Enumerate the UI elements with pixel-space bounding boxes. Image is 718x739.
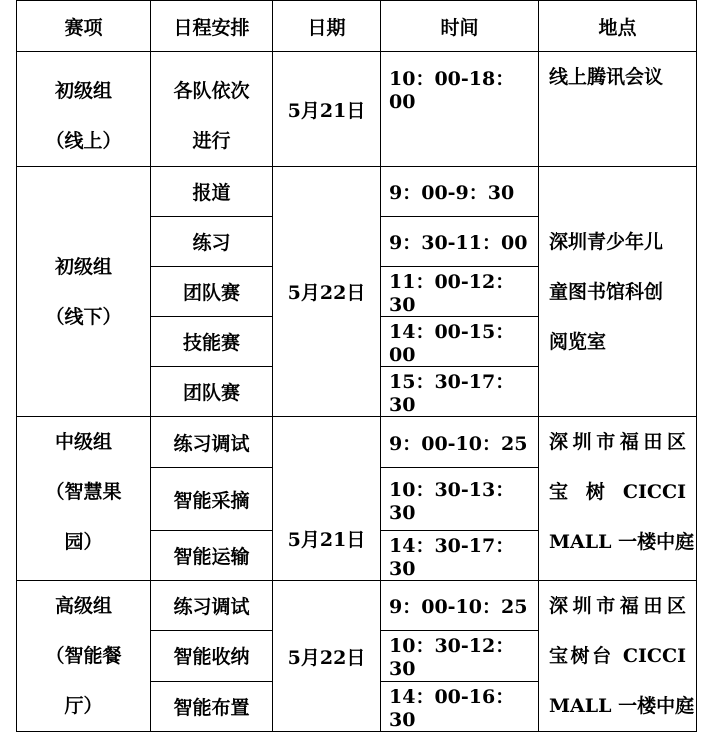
date-cell: 5月21日 [273,52,381,167]
header-event: 赛项 [17,1,151,52]
date-cell: 5月22日 [273,581,381,732]
location-line: 深圳市福田区 [549,595,686,617]
time-cell: 14：30-17：30 [381,531,539,581]
activity-cell: 技能赛 [151,317,273,367]
event-name-line: 厅） [64,695,103,717]
time-cell: 9：00-10：25 [381,417,539,468]
header-row [17,1,697,52]
activity-line: 进行 [192,130,231,152]
event-name-cell [17,417,151,581]
activity-cell: 团队赛 [151,267,273,317]
date-cell: 5月21日 [273,417,381,581]
time-cell: 9：00-10：25 [381,581,539,631]
time-cell: 9：00-9：30 [381,167,539,217]
location-line: 宝 树 CICCI [549,481,686,503]
activity-cell: 智能运输 [151,531,273,581]
time-cell: 15：30-17：30 [381,367,539,417]
table-row [17,52,697,167]
event-name-line: 初级组 [54,80,112,102]
schedule-table [16,0,697,732]
location-cell [539,581,697,732]
event-name-line: （线上） [45,130,122,152]
event-name-line: （智慧果 [45,481,122,503]
event-name-line: 初级组 [54,255,112,278]
header-date: 日期 [273,1,381,52]
activity-cell: 练习调试 [151,417,273,468]
header-time: 时间 [381,1,539,52]
event-name-line: （线下） [45,305,122,328]
event-name-line: 园） [64,531,103,553]
activity-cell: 团队赛 [151,367,273,417]
location-cell [539,167,697,417]
activity-cell: 练习调试 [151,581,273,631]
activity-cell: 智能采摘 [151,468,273,531]
time-cell: 9：30-11：00 [381,217,539,267]
location-line: 线上腾讯会议 [549,66,664,88]
event-name-line: （智能餐 [45,645,122,667]
event-name-line: 高级组 [54,595,112,617]
event-name-line: 中级组 [54,431,112,453]
location-cell [539,52,697,167]
location-line: 宝树台 CICCI [549,645,686,667]
event-name-cell [17,167,151,417]
table-row [17,417,697,468]
table-row [17,581,697,631]
location-line: MALL 一楼中庭 [549,695,695,717]
time-cell: 10：30-12：30 [381,631,539,681]
activity-cell [151,52,273,167]
activity-cell: 报道 [151,167,273,217]
table-row [17,167,697,217]
time-cell: 10：00-18：00 [381,52,539,167]
time-cell: 11：00-12：30 [381,267,539,317]
location-line: 深圳青少年儿 [549,230,664,253]
location-line: 阅览室 [549,330,607,353]
location-line: 深圳市福田区 [549,431,686,453]
location-line: MALL 一楼中庭 [549,531,695,553]
location-cell [539,417,697,581]
event-name-cell [17,52,151,167]
header-location: 地点 [539,1,697,52]
date-cell: 5月22日 [273,167,381,417]
header-schedule: 日程安排 [151,1,273,52]
time-cell: 14：00-16：30 [381,681,539,731]
location-line: 童图书馆科创 [549,280,664,303]
time-cell: 10：30-13：30 [381,468,539,531]
time-cell: 14：00-15：00 [381,317,539,367]
event-name-cell [17,581,151,732]
activity-line: 各队依次 [173,80,250,102]
activity-cell: 智能布置 [151,681,273,731]
activity-cell: 智能收纳 [151,631,273,681]
activity-cell: 练习 [151,217,273,267]
